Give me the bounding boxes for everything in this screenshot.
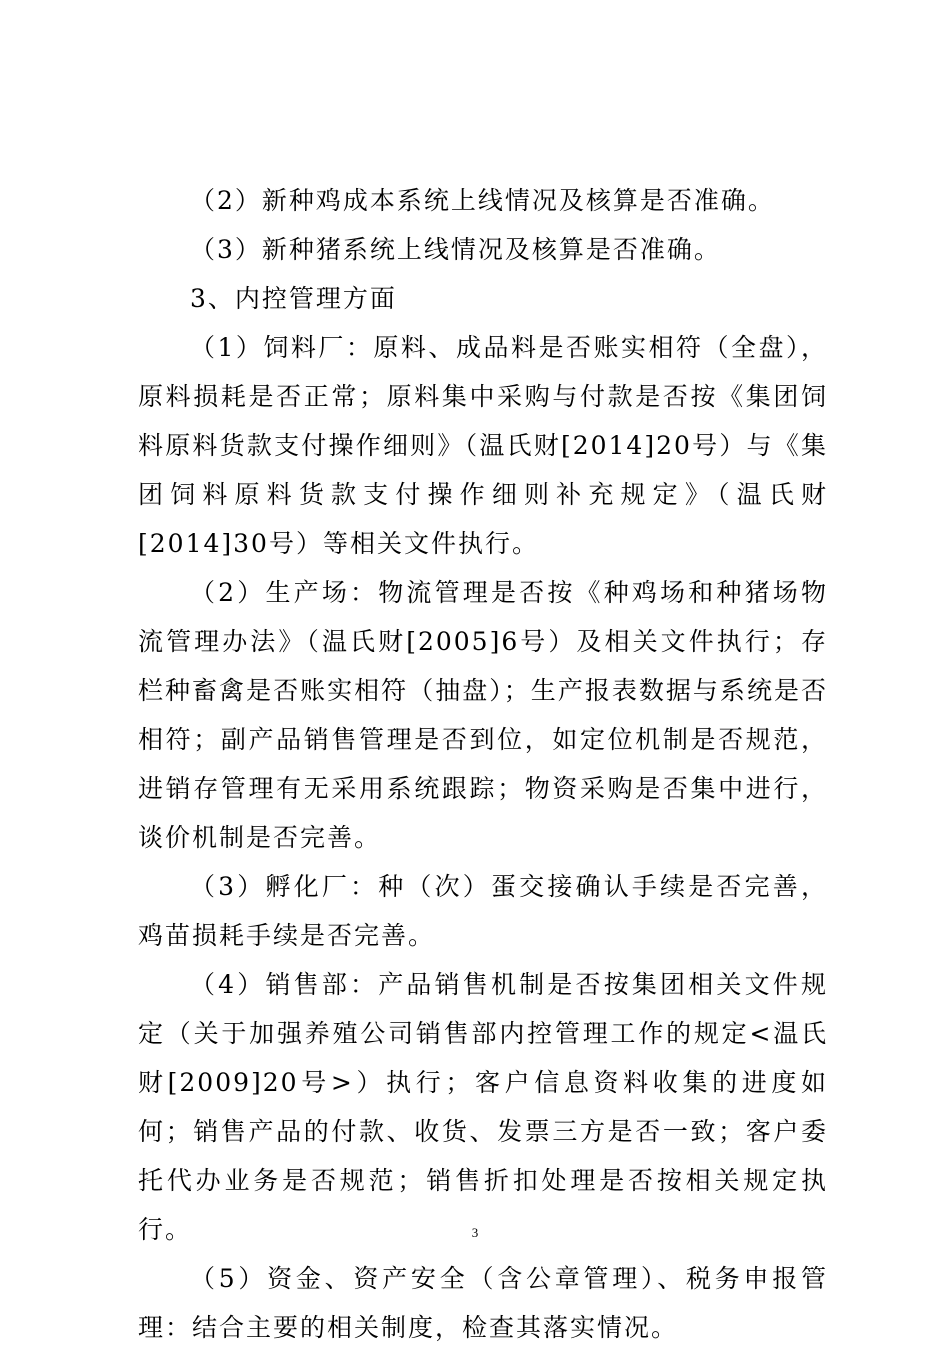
paragraph-sales-department: （4）销售部：产品销售机制是否按集团相关文件规定（关于加强养殖公司销售部内控管理工作的规定<温氏财[2009]20号>）执行；客户信息资料收集的进度如何；销售产品的付款、收货、发票三方是否一致；客户委托代办业务是否规范；销售折扣处理是否按相关规定执行。 <box>138 970 828 1244</box>
section-heading-internal-control: 3、内控管理方面 <box>190 284 397 313</box>
paragraph-hatchery: （3）孵化厂：种（次）蛋交接确认手续是否完善，鸡苗损耗手续是否完善。 <box>138 872 828 950</box>
page-number: 3 <box>471 1225 479 1240</box>
document-body <box>138 176 828 1352</box>
paragraph-item-3-pig-system: （3）新种猪系统上线情况及核算是否准确。 <box>190 235 721 264</box>
paragraph-funds-assets-tax: （5）资金、资产安全（含公章管理）、税务申报管理：结合主要的相关制度，检查其落实情况。 <box>138 1264 828 1342</box>
paragraph-production-farm: （2）生产场：物流管理是否按《种鸡场和种猪场物流管理办法》（温氏财[2005]6号）及相关文件执行；存栏种畜禽是否账实相符（抽盘）；生产报表数据与系统是否相符；副产品销售管理是否到位，如定位机制是否规范，进销存管理有无采用系统跟踪；物资采购是否集中进行，谈价机制是否完善。 <box>138 578 828 852</box>
paragraph-item-2-chicken-cost: （2）新种鸡成本系统上线情况及核算是否准确。 <box>190 186 775 215</box>
paragraph-feed-mill: （1）饲料厂：原料、成品料是否账实相符（全盘），原料损耗是否正常；原料集中采购与付款是否按《集团饲料原料货款支付操作细则》（温氏财[2014]20号）与《集团饲料原料货款支付操作细则补充规定》（温氏财[2014]30号）等相关文件执行。 <box>138 333 828 558</box>
